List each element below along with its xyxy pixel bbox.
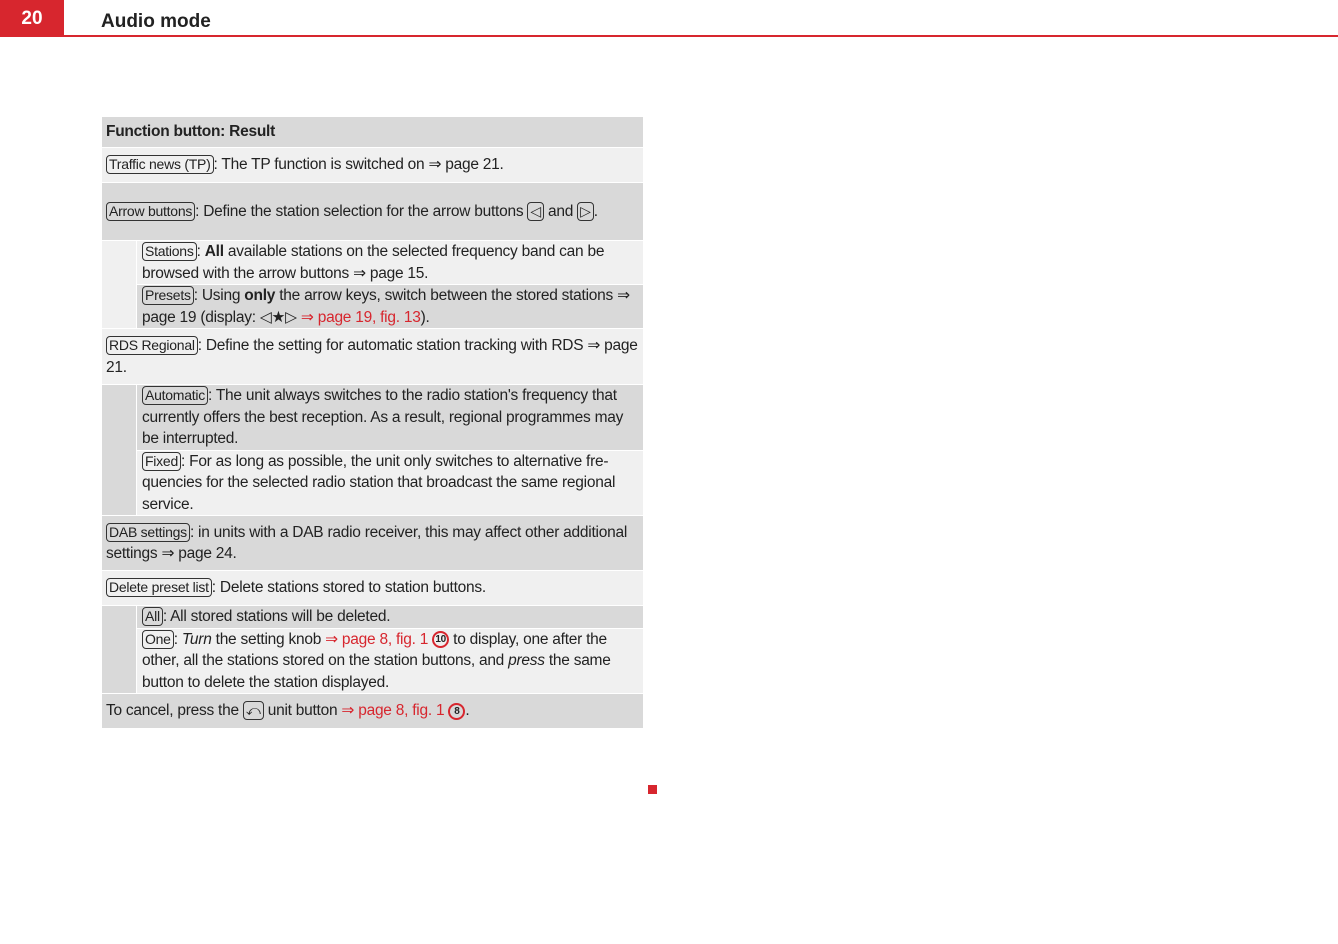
arrow-suboptions — [102, 241, 643, 329]
callout-number: 10 — [432, 631, 449, 648]
page-link[interactable]: ⇒ page 8, fig. 1 — [341, 702, 445, 720]
back-key-icon: ⤺ — [243, 701, 264, 720]
row-text: : All stored stations will be deleted. — [162, 608, 391, 625]
arrow-left-key: ◁ — [527, 202, 544, 221]
section-title: Audio mode — [101, 11, 211, 32]
arrow-buttons-key: Arrow buttons — [106, 202, 195, 221]
table-row-traffic — [102, 148, 643, 183]
table-heading: Function button: Result — [102, 117, 643, 148]
row-text: : Using — [193, 287, 245, 304]
one-key: One — [142, 630, 174, 649]
row-text: the same button to delete the station displayed. — [142, 652, 611, 691]
italic-text: Turn — [181, 630, 212, 648]
page-number: 20 — [0, 0, 64, 37]
bold-text: All — [204, 243, 224, 260]
row-text: : For as long as possible, the unit only switches to alternative frequencies for the selected radio station that broadcast the same regional service. — [142, 452, 616, 513]
delete-suboptions — [102, 606, 643, 694]
row-text: the setting knob — [211, 630, 326, 648]
row-text: : Define the setting for automatic station tracking with RDS ⇒ page 21. — [106, 337, 638, 376]
table-row-rds — [102, 329, 643, 385]
table-row-cancel — [102, 694, 643, 729]
table-row-fixed — [136, 451, 643, 516]
arrow-right-key: ▷ — [577, 202, 594, 221]
row-text: available stations on the selected frequency band can be browsed with the arrow buttons ⇒ page 15. — [142, 243, 605, 282]
row-text: and — [543, 202, 574, 220]
row-text: : in units with a DAB radio receiver, this may affect other additional settings ⇒ page 24. — [106, 523, 628, 562]
fixed-key: Fixed — [142, 452, 181, 471]
row-text: : The unit always switches to the radio station's frequency that currently offers the best reception. As a result, regional programmes may be interrupted. — [142, 387, 624, 447]
table-row-arrow — [102, 183, 643, 241]
callout-number: 8 — [448, 703, 465, 720]
all-key: All — [142, 607, 163, 626]
row-text: ). — [420, 308, 430, 326]
table-row-automatic — [136, 385, 643, 451]
row-text: : The TP function is switched on ⇒ page 21. — [213, 156, 504, 174]
table-row-all — [136, 606, 643, 629]
function-table — [102, 117, 643, 729]
page-link[interactable]: ⇒ page 8, fig. 1 — [325, 630, 429, 648]
row-text: : Define the station selection for the arrow buttons — [195, 202, 524, 220]
row-text: : — [196, 243, 205, 260]
delete-preset-list-key: Delete preset list — [106, 578, 212, 597]
bold-text: only — [244, 287, 276, 304]
dab-settings-key: DAB settings — [106, 523, 190, 542]
stations-key: Stations — [142, 242, 197, 261]
row-text: : Delete stations stored to station buttons. — [211, 579, 486, 597]
presets-key: Presets — [142, 286, 194, 305]
header-rule — [64, 35, 1338, 37]
row-text: . — [593, 202, 598, 220]
italic-text: press — [508, 652, 545, 669]
row-text: : — [173, 630, 182, 648]
automatic-key: Automatic — [142, 386, 208, 405]
row-text: unit button — [263, 702, 342, 720]
table-row-dab — [102, 516, 643, 571]
table-row-one — [136, 629, 643, 694]
table-row-delete — [102, 571, 643, 606]
row-text: . — [465, 702, 470, 720]
table-row-presets — [136, 285, 643, 328]
section-end-marker — [648, 785, 657, 794]
row-text: To cancel, press the — [106, 702, 243, 720]
rds-regional-key: RDS Regional — [106, 336, 198, 355]
row-text: to display, one after the other, all the stations stored on the station buttons, and — [142, 630, 607, 669]
table-row-stations — [136, 241, 643, 285]
page-link[interactable]: ⇒ page 19, fig. 13 — [300, 308, 421, 326]
rds-suboptions — [102, 385, 643, 516]
row-text: the arrow keys, switch between the stored stations ⇒ page 19 (display: ◁★▷ — [142, 287, 630, 326]
traffic-news-key: Traffic news (TP) — [106, 155, 214, 174]
